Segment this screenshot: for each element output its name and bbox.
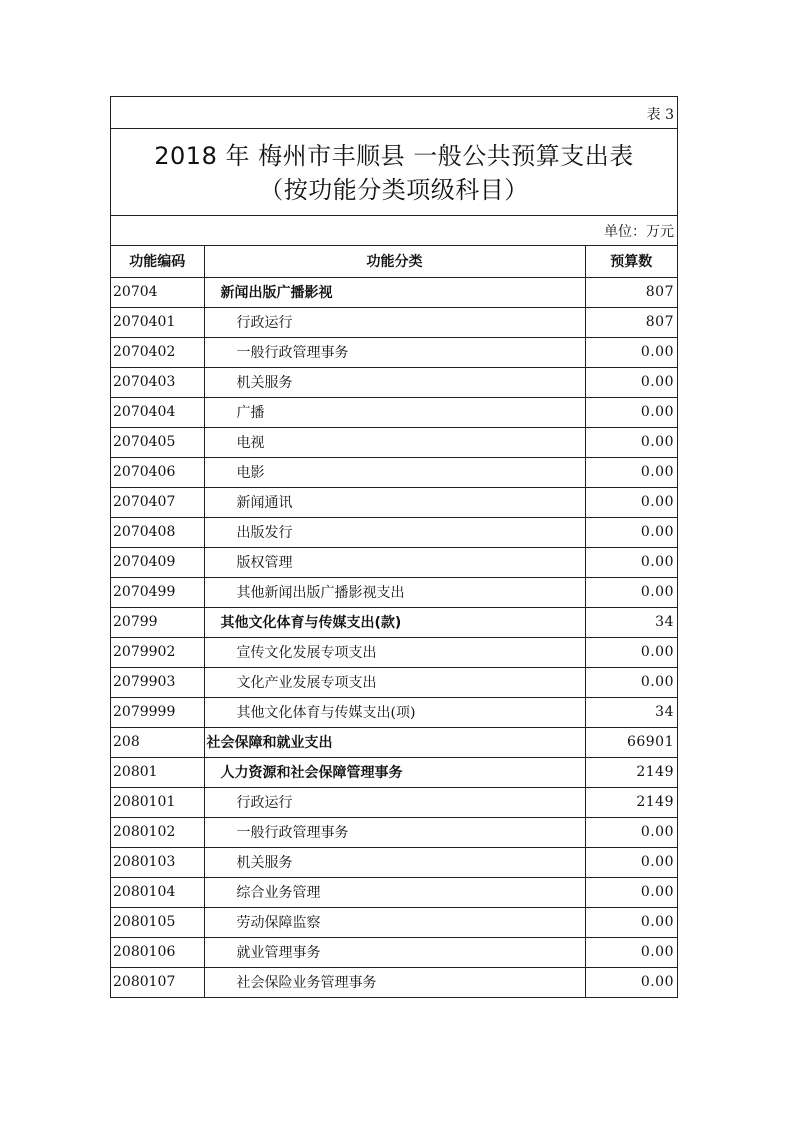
budget-amount-cell: 34 [585,607,677,637]
function-name-cell: 就业管理事务 [204,937,585,967]
table-number-row [111,97,677,129]
table-row [111,637,677,667]
function-code-cell: 2080107 [111,967,204,997]
function-name-cell: 电影 [204,457,585,487]
budget-amount-cell: 34 [585,697,677,727]
page-subtitle: （按功能分类项级科目） [259,176,529,204]
table-row [111,817,677,847]
function-name-cell: 出版发行 [204,517,585,547]
function-name-cell: 其他文化体育与传媒支出(项) [204,697,585,727]
table-row [111,277,677,307]
function-name-cell: 版权管理 [204,547,585,577]
function-code-cell: 2079999 [111,697,204,727]
unit-label: 单位：万元 [604,224,674,240]
function-code-cell: 20801 [111,757,204,787]
budget-amount-cell: 2149 [585,787,677,817]
unit-row [111,216,677,246]
function-code-cell: 2070401 [111,307,204,337]
table-number: 表 3 [646,107,674,123]
budget-amount-cell: 807 [585,307,677,337]
table-row [111,517,677,547]
function-code-cell: 2070409 [111,547,204,577]
function-name-cell: 一般行政管理事务 [204,817,585,847]
function-name-cell: 宣传文化发展专项支出 [204,637,585,667]
budget-table [111,246,677,997]
function-name-cell: 其他文化体育与传媒支出(款) [204,607,585,637]
function-code-cell: 208 [111,727,204,757]
function-name-cell: 社会保险业务管理事务 [204,967,585,997]
budget-amount-cell: 0.00 [585,817,677,847]
header-row [111,246,677,277]
function-code-cell: 2079902 [111,637,204,667]
table-row [111,727,677,757]
function-code-cell: 2070499 [111,577,204,607]
table-row [111,787,677,817]
function-code-cell: 2070405 [111,427,204,457]
function-code-cell: 2079903 [111,667,204,697]
table-row [111,697,677,727]
page-title: 2018 年 梅州市丰顺县 一般公共预算支出表 [154,142,634,170]
function-code-cell: 2070404 [111,397,204,427]
table-row [111,757,677,787]
function-name-cell: 机关服务 [204,847,585,877]
table-row [111,967,677,997]
budget-amount-cell: 0.00 [585,937,677,967]
function-code-cell: 2070408 [111,517,204,547]
budget-amount-cell: 0.00 [585,427,677,457]
function-code-cell: 2080102 [111,817,204,847]
budget-amount-cell: 0.00 [640,974,674,991]
function-name-cell: 电视 [204,427,585,457]
table-row [111,547,677,577]
function-code-cell: 2080103 [111,847,204,877]
function-name-cell: 行政运行 [204,307,585,337]
table-body [111,277,677,997]
budget-amount-cell: 0.00 [585,367,677,397]
budget-amount-cell: 0.00 [585,397,677,427]
budget-amount-cell: 0.00 [585,577,677,607]
function-name-cell: 新闻通讯 [204,487,585,517]
function-code-cell: 20799 [111,607,204,637]
function-code-cell: 2070403 [111,367,204,397]
budget-amount-cell: 0.00 [585,847,677,877]
function-name-cell: 行政运行 [204,787,585,817]
budget-amount-cell: 2149 [585,757,677,787]
function-name-cell: 人力资源和社会保障管理事务 [204,757,585,787]
budget-amount-cell: 0.00 [585,907,677,937]
table-row [111,667,677,697]
budget-amount-cell: 0.00 [585,487,677,517]
function-name-cell: 文化产业发展专项支出 [204,667,585,697]
title-block [111,129,677,216]
header-amount: 预算数 [585,246,677,277]
function-name-cell: 广播 [204,397,585,427]
table-row [111,337,677,367]
table-row [111,487,677,517]
function-code-cell: 20704 [111,277,204,307]
budget-amount-cell: 0.00 [585,517,677,547]
function-code-cell: 2080101 [111,787,204,817]
function-code-cell: 2070406 [111,457,204,487]
budget-amount-cell: 0.00 [585,457,677,487]
budget-amount-cell: 0.00 [585,337,677,367]
function-code-cell: 2080104 [111,877,204,907]
function-code-cell: 2080105 [111,907,204,937]
budget-amount-cell: 807 [585,277,677,307]
table-row [111,907,677,937]
function-name-cell: 劳动保障监察 [204,907,585,937]
table-row [111,577,677,607]
function-code-cell: 2080106 [111,937,204,967]
table-row [111,427,677,457]
header-name: 功能分类 [204,246,585,277]
function-name-cell: 社会保障和就业支出 [204,727,585,757]
function-name-cell: 其他新闻出版广播影视支出 [204,577,585,607]
header-code: 功能编码 [111,246,204,277]
function-name-cell: 综合业务管理 [204,877,585,907]
function-name-cell: 新闻出版广播影视 [204,277,585,307]
table-row [111,307,677,337]
function-code-cell: 2070402 [111,337,204,367]
budget-amount-cell: 0.00 [585,637,677,667]
function-code-cell: 2070407 [111,487,204,517]
budget-amount-cell: 0.00 [585,547,677,577]
table-row [111,877,677,907]
budget-amount-cell: 0.00 [585,877,677,907]
budget-table-sheet [110,96,678,998]
table-row [111,607,677,637]
budget-amount-cell: 0.00 [585,667,677,697]
table-row [111,937,677,967]
table-row [111,367,677,397]
table-row [111,457,677,487]
budget-amount-cell: 66901 [585,727,677,757]
function-name-cell: 一般行政管理事务 [204,337,585,367]
table-row [111,397,677,427]
table-row [111,847,677,877]
function-name-cell: 机关服务 [204,367,585,397]
